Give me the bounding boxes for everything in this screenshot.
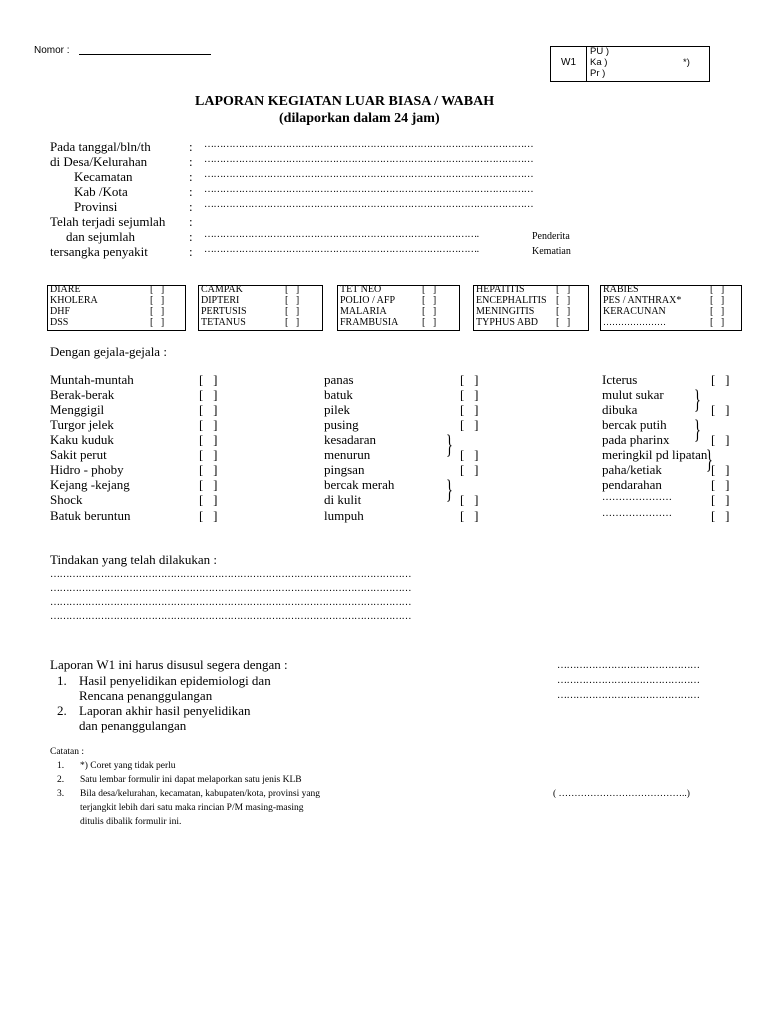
symptom-checkbox[interactable]: [ ] [199,462,218,477]
w1-option-pu: PU ) [590,46,609,57]
disease-label: MENINGITIS [476,306,535,317]
symptom-label: Kejang -kejang [50,477,130,492]
nomor-line[interactable] [79,54,211,55]
symptom-checkbox[interactable]: [ ] [199,447,218,462]
disease-checkbox[interactable]: [ ] [150,306,165,317]
symptom-checkbox[interactable]: [ ] [711,477,730,492]
disease-checkbox[interactable]: [ ] [150,284,165,295]
symptom-label: Sakit perut [50,447,107,462]
disease-label: TETANUS [201,317,246,328]
w1-option-pr: Pr ) [590,68,606,79]
disease-label: KHOLERA [50,295,98,306]
followup-item-text: Hasil penyelidikan epidemiologi dan [79,673,271,688]
brace-icon: } [446,430,453,459]
followup-item-text: Rencana penanggulangan [79,688,213,703]
disease-checkbox[interactable]: [ ] [710,284,725,295]
symptom-checkbox[interactable]: [ ] [199,432,218,447]
field-label-date: Pada tanggal/bln/th [50,139,151,154]
brace-icon: } [694,415,701,444]
disease-checkbox[interactable]: [ ] [150,295,165,306]
colon: : [189,244,193,259]
symptom-checkbox[interactable]: [ ] [711,462,730,477]
note-text: *) Coret yang tidak perlu [80,761,176,771]
disease-checkbox[interactable]: [ ] [422,306,437,317]
disease-label: DIARE [50,284,81,295]
disease-checkbox[interactable]: [ ] [710,306,725,317]
symptom-checkbox[interactable]: [ ] [711,402,730,417]
symptom-checkbox[interactable]: [ ] [460,372,479,387]
actions-input-line[interactable]: …………………………………………………………………………………………………… [50,583,411,594]
symptom-label: Muntah-muntah [50,372,134,387]
colon: : [189,139,193,154]
symptom-checkbox[interactable]: [ ] [460,462,479,477]
symptom-checkbox[interactable]: [ ] [460,447,479,462]
disease-checkbox[interactable]: [ ] [150,317,165,328]
symptom-label: Shock [50,492,83,507]
symptoms-label: Dengan gejala-gejala : [50,344,167,359]
w1-code-box [550,46,710,82]
note-number: 1. [57,761,65,771]
symptom-checkbox[interactable]: [ ] [199,508,218,523]
followup-date-input[interactable]: ……………………………………… [557,675,700,686]
colon: : [189,199,193,214]
disease-label: DSS [50,317,69,328]
disease-label: MALARIA [340,306,387,317]
symptom-checkbox[interactable]: [ ] [460,417,479,432]
symptom-other-input[interactable]: ………………… [602,508,672,519]
symptom-checkbox[interactable]: [ ] [711,432,730,447]
disease-checkbox[interactable]: [ ] [285,306,300,317]
symptom-checkbox[interactable]: [ ] [199,372,218,387]
disease-other-input[interactable]: ………………… [603,317,666,327]
actions-input-line[interactable]: …………………………………………………………………………………………………… [50,611,411,622]
symptom-checkbox[interactable]: [ ] [460,492,479,507]
symptom-label: kesadaran [324,432,376,447]
symptom-label: dibuka [602,402,638,417]
symptom-checkbox[interactable]: [ ] [199,387,218,402]
disease-checkbox[interactable]: [ ] [422,317,437,328]
notes-title: Catatan : [50,747,85,757]
brace-icon: } [446,475,453,504]
symptom-label: bercak merah [324,477,395,492]
note-text: ditulis dibalik formulir ini. [80,817,182,827]
note-text: Satu lembar formulir ini dapat melaporkan satu jenis KLB [80,775,302,785]
symptom-label: pingsan [324,462,365,477]
disease-label: HEPATITIS [476,284,525,295]
disease-checkbox[interactable]: [ ] [556,306,571,317]
symptom-label: Icterus [602,372,638,387]
cases-input[interactable]: ……………………………………………………………………………. [204,229,479,240]
disease-label: TYPHUS ABD [476,317,538,328]
followup-intro: Laporan W1 ini harus disusul segera dengan : [50,657,288,672]
colon: : [189,184,193,199]
disease-label: PERTUSIS [201,306,247,317]
colon: : [189,154,193,169]
w1-option-ka: Ka ) [590,57,608,68]
disease-label: DIPTERI [201,295,240,306]
symptom-label: Kaku kuduk [50,432,114,447]
disease-checkbox[interactable]: [ ] [422,284,437,295]
symptom-label: Hidro - phoby [50,462,124,477]
symptom-label: pusing [324,417,359,432]
symptom-checkbox[interactable]: [ ] [460,508,479,523]
symptom-label: menurun [324,447,371,462]
symptom-label: meringkil pd lipatan [602,447,708,462]
disease-checkbox[interactable]: [ ] [556,284,571,295]
province-input[interactable]: …………………………………………………………………………………………… [204,199,534,210]
symptom-label: pilek [324,402,350,417]
date-input[interactable]: …………………………………………………………………………………………… [204,139,534,150]
symptom-checkbox[interactable]: [ ] [199,402,218,417]
disease-label: RABIES [603,284,639,295]
symptom-label: di kulit [324,492,362,507]
field-label-and-count: dan sejumlah [66,229,135,244]
symptom-other-input[interactable]: ………………… [602,492,672,503]
field-label-province: Provinsi [74,199,118,214]
disease-checkbox[interactable]: [ ] [710,295,725,306]
followup-item-number: 1. [57,673,67,688]
subdistrict-input[interactable]: …………………………………………………………………………………………… [204,169,534,180]
symptom-label: batuk [324,387,353,402]
note-text: Bila desa/kelurahan, kecamatan, kabupaten/kota, provinsi yang [80,789,321,799]
followup-date-input[interactable]: ……………………………………… [557,660,700,671]
signature-field[interactable]: ( …………………………………..) [553,789,690,799]
brace-icon: } [694,385,701,414]
field-label-village: di Desa/Kelurahan [50,154,148,169]
form-subtitle: (dilaporkan dalam 24 jam) [279,111,440,126]
disease-group-5 [600,285,742,331]
symptom-label: paha/ketiak [602,462,662,477]
symptom-checkbox[interactable]: [ ] [711,372,730,387]
symptom-checkbox[interactable]: [ ] [711,508,730,523]
symptom-label: panas [324,372,354,387]
disease-label: DHF [50,306,71,317]
disease-label: ENCEPHALITIS [476,296,547,306]
brace-icon: } [706,445,713,474]
regency-input[interactable]: …………………………………………………………………………………………… [204,184,534,195]
followup-item-number: 2. [57,703,67,718]
actions-label: Tindakan yang telah dilakukan : [50,552,218,567]
followup-date-input[interactable]: ……………………………………… [557,690,700,701]
note-text: terjangkit lebih dari satu maka rincian P/M masing-masing [80,803,304,813]
disease-label: FRAMBUSIA [340,317,399,328]
w1-code: W1 [561,57,576,68]
field-label-occurred: Telah terjadi sejumlah [50,214,166,229]
disease-label: PES / ANTHRAX* [603,295,682,306]
symptom-label: pada pharinx [602,432,670,447]
symptom-label: bercak putih [602,417,667,432]
deaths-input[interactable]: ……………………………………………………………………………. [204,244,479,255]
disease-checkbox[interactable]: [ ] [285,317,300,328]
symptom-checkbox[interactable]: [ ] [711,492,730,507]
disease-label: TET NEO [340,284,382,295]
symptom-checkbox[interactable]: [ ] [199,417,218,432]
followup-item-text: dan penanggulangan [79,718,187,733]
symptom-checkbox[interactable]: [ ] [460,402,479,417]
field-label-subdistrict: Kecamatan [74,169,133,184]
disease-checkbox[interactable]: [ ] [422,295,437,306]
colon: : [189,214,193,229]
symptom-checkbox[interactable]: [ ] [199,492,218,507]
disease-checkbox[interactable]: [ ] [285,295,300,306]
note-number: 2. [57,775,65,785]
disease-checkbox[interactable]: [ ] [285,284,300,295]
disease-checkbox[interactable]: [ ] [710,317,725,328]
colon: : [189,229,193,244]
deaths-suffix: Kematian [532,246,571,257]
symptom-label: Berak-berak [50,387,115,402]
disease-group-1 [47,285,186,331]
symptom-label: Menggigil [50,402,105,417]
form-title: LAPORAN KEGIATAN LUAR BIASA / WABAH [195,94,495,109]
disease-label: POLIO / AFP [340,295,396,306]
disease-label: KERACUNAN [603,306,666,317]
followup-item-text: Laporan akhir hasil penyelidikan [79,703,251,718]
symptom-checkbox[interactable]: [ ] [199,477,218,492]
note-number: 3. [57,789,65,799]
disease-group-3 [337,285,460,331]
disease-label: CAMPAK [201,284,243,295]
field-label-regency: Kab /Kota [74,184,128,199]
disease-checkbox[interactable]: [ ] [556,295,571,306]
symptom-label: lumpuh [324,508,364,523]
field-label-suspected: tersangka penyakit [50,244,148,259]
symptom-label: mulut sukar [602,387,664,402]
cases-suffix: Penderita [532,231,570,242]
disease-checkbox[interactable]: [ ] [556,317,571,328]
disease-group-4 [473,285,589,331]
nomor-label: Nomor : [34,45,70,56]
symptom-checkbox[interactable]: [ ] [460,387,479,402]
disease-group-2 [198,285,323,331]
symptom-label: Batuk beruntun [50,508,131,523]
actions-input-line[interactable]: …………………………………………………………………………………………………… [50,569,411,580]
actions-input-line[interactable]: …………………………………………………………………………………………………… [50,597,411,608]
w1-footnote: *) [683,57,690,68]
symptom-label: Turgor jelek [50,417,114,432]
symptom-label: pendarahan [602,477,662,492]
village-input[interactable]: …………………………………………………………………………………………… [204,154,534,165]
colon: : [189,169,193,184]
